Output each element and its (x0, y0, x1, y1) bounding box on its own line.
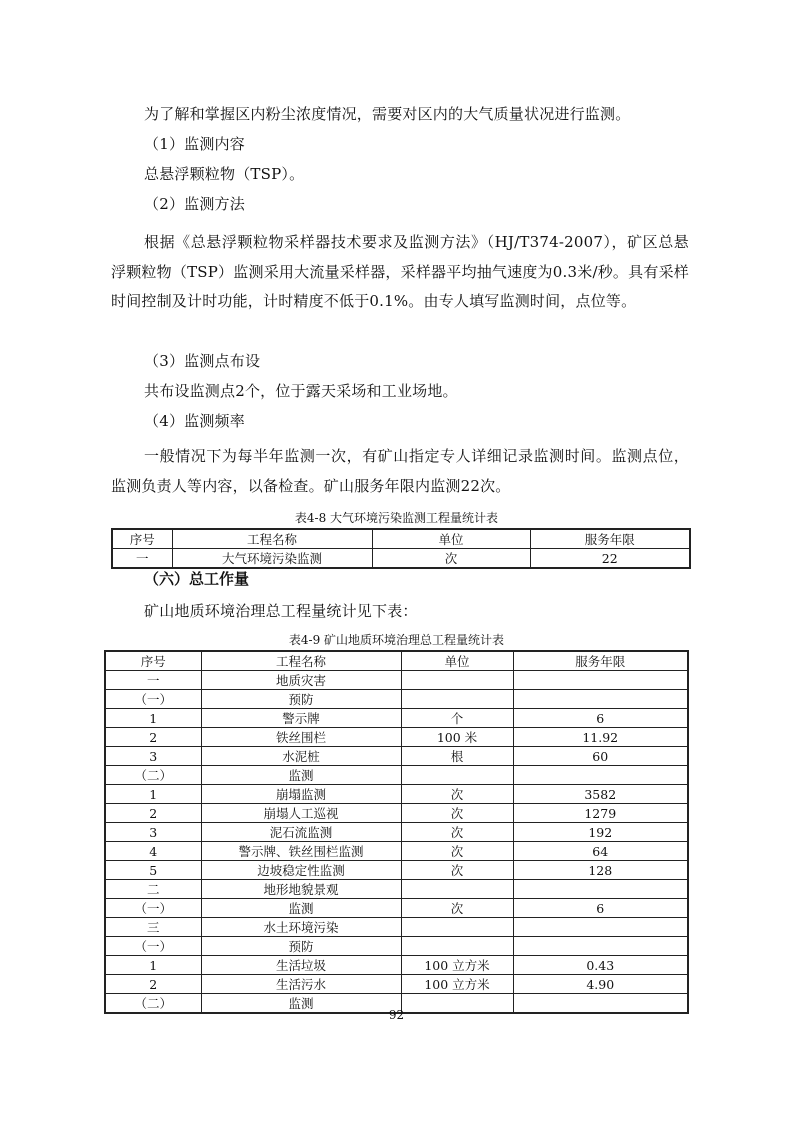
table-cell: 警示牌 (201, 709, 401, 728)
table-cell: 2 (105, 975, 201, 994)
table-cell: 6 (513, 899, 688, 918)
table1-caption: 表4-8 大气环境污染监测工程量统计表 (294, 511, 499, 525)
table2-caption: 表4-9 矿山地质环境治理总工程量统计表 (288, 633, 505, 647)
table-row (105, 766, 688, 785)
paragraph-method: 根据《总悬浮颗粒物采样器技术要求及监测方法》（HJ/T374-2007），矿区总悬浮颗粒物（TSP）监测采用大流量采样器，采样器平均抽气速度为0.3米/秒。具有采样时间控制及计时功能，计时精度不低于0.1%。由专人填写监测时间，点位等。 (111, 233, 689, 310)
table-header-cell: 序号 (112, 529, 172, 549)
air-pollution-table (111, 528, 691, 569)
table-cell: 三 (105, 918, 201, 937)
table-cell: 崩塌人工巡视 (201, 804, 401, 823)
table-row (105, 842, 688, 861)
table-cell: 1 (105, 709, 201, 728)
table-cell: 3582 (513, 785, 688, 804)
paragraph-intro: 为了解和掌握区内粉尘浓度情况，需要对区内的大气质量状况进行监测。 (144, 105, 631, 123)
table-cell: 4.90 (513, 975, 688, 994)
table-header-cell: 服务年限 (530, 529, 690, 549)
table-row (105, 918, 688, 937)
table-cell: 次 (401, 785, 513, 804)
table-cell: 2 (105, 804, 201, 823)
table-cell: 60 (513, 747, 688, 766)
paragraph-frequency: 一般情况下为每半年监测一次，有矿山指定专人详细记录监测时间。监测点位，监测负责人等内容，以备检查。矿山服务年限内监测22次。 (111, 447, 689, 495)
table-row (105, 785, 688, 804)
table-cell: 次 (372, 549, 530, 569)
table-cell: 次 (401, 899, 513, 918)
table-cell: 22 (530, 549, 690, 569)
table-row (105, 728, 688, 747)
table-cell: 11.92 (513, 728, 688, 747)
table-cell: 次 (401, 842, 513, 861)
table-cell: 1 (105, 785, 201, 804)
subheading-content: （1）监测内容 (144, 135, 245, 153)
table-cell: 100 米 (401, 728, 513, 747)
table-cell: 泥石流监测 (201, 823, 401, 842)
table-row (105, 823, 688, 842)
table-cell: 根 (401, 747, 513, 766)
table-cell: 3 (105, 747, 201, 766)
table-cell: 边坡稳定性监测 (201, 861, 401, 880)
table-cell (513, 880, 688, 899)
table-cell: 水土环境污染 (201, 918, 401, 937)
table-row (105, 975, 688, 994)
table-cell: 崩塌监测 (201, 785, 401, 804)
table-cell: 3 (105, 823, 201, 842)
table-header-row (112, 529, 690, 549)
table-cell: 5 (105, 861, 201, 880)
table-cell: 2 (105, 728, 201, 747)
table-cell (401, 766, 513, 785)
table-cell: 水泥桩 (201, 747, 401, 766)
table-row (105, 861, 688, 880)
table-cell: 地质灾害 (201, 671, 401, 690)
page-number: 92 (388, 1008, 405, 1022)
table-cell: 4 (105, 842, 201, 861)
table-cell (401, 690, 513, 709)
table-cell: 大气环境污染监测 (172, 549, 372, 569)
table-row (105, 671, 688, 690)
table-cell: 1 (105, 956, 201, 975)
table-cell: 128 (513, 861, 688, 880)
subheading-points: （3）监测点布设 (144, 352, 261, 370)
table-cell: 预防 (201, 690, 401, 709)
paragraph-tsp: 总悬浮颗粒物（TSP）。 (144, 165, 305, 183)
table-cell: 100 立方米 (401, 956, 513, 975)
table-row (105, 880, 688, 899)
table-cell: 100 立方米 (401, 975, 513, 994)
table-header-cell: 单位 (401, 651, 513, 671)
table-row (105, 709, 688, 728)
table-cell: 地形地貌景观 (201, 880, 401, 899)
table-cell: 192 (513, 823, 688, 842)
table-cell (513, 766, 688, 785)
table-cell (513, 690, 688, 709)
table-cell: 次 (401, 804, 513, 823)
table-cell (513, 671, 688, 690)
table-cell: 二 (105, 880, 201, 899)
table-cell: 0.43 (513, 956, 688, 975)
table-header-row (105, 651, 688, 671)
table-row (105, 804, 688, 823)
table-header-cell: 工程名称 (201, 651, 401, 671)
table-cell: 监测 (201, 766, 401, 785)
table-header-cell: 序号 (105, 651, 201, 671)
table-cell: 6 (513, 709, 688, 728)
subheading-frequency: （4）监测频率 (144, 412, 245, 430)
table-cell (513, 918, 688, 937)
table-header-cell: 工程名称 (172, 529, 372, 549)
table-cell: （一） (105, 899, 201, 918)
table-row (105, 956, 688, 975)
table-cell (401, 671, 513, 690)
table-cell (401, 937, 513, 956)
section-heading: （六）总工作量 (144, 570, 250, 588)
table-cell: 生活垃圾 (201, 956, 401, 975)
table-cell: 次 (401, 861, 513, 880)
table-cell: 生活污水 (201, 975, 401, 994)
table-row (105, 747, 688, 766)
table-cell: （一） (105, 690, 201, 709)
table-row (105, 690, 688, 709)
table-header-cell: 单位 (372, 529, 530, 549)
paragraph-total-intro: 矿山地质环境治理总工程量统计见下表： (144, 602, 418, 620)
table-cell: 次 (401, 823, 513, 842)
table-cell: （二） (105, 994, 201, 1014)
table-cell: 一 (105, 671, 201, 690)
table-cell (401, 880, 513, 899)
table-cell: （一） (105, 937, 201, 956)
table-cell: （二） (105, 766, 201, 785)
paragraph-points: 共布设监测点2个，位于露天采场和工业场地。 (144, 382, 458, 400)
table-cell: 1279 (513, 804, 688, 823)
table-cell: 个 (401, 709, 513, 728)
table-row (105, 899, 688, 918)
table-cell: 一 (112, 549, 172, 569)
table-cell: 监测 (201, 899, 401, 918)
table-row (112, 549, 690, 569)
table-cell: 预防 (201, 937, 401, 956)
table-cell: 64 (513, 842, 688, 861)
table-row (105, 937, 688, 956)
table-cell (513, 937, 688, 956)
table-cell: 警示牌、铁丝围栏监测 (201, 842, 401, 861)
table-cell: 监测 (201, 994, 401, 1014)
table-header-cell: 服务年限 (513, 651, 688, 671)
table-cell (401, 918, 513, 937)
table-cell: 铁丝围栏 (201, 728, 401, 747)
total-work-table (104, 650, 689, 1014)
subheading-method: （2）监测方法 (144, 195, 245, 213)
